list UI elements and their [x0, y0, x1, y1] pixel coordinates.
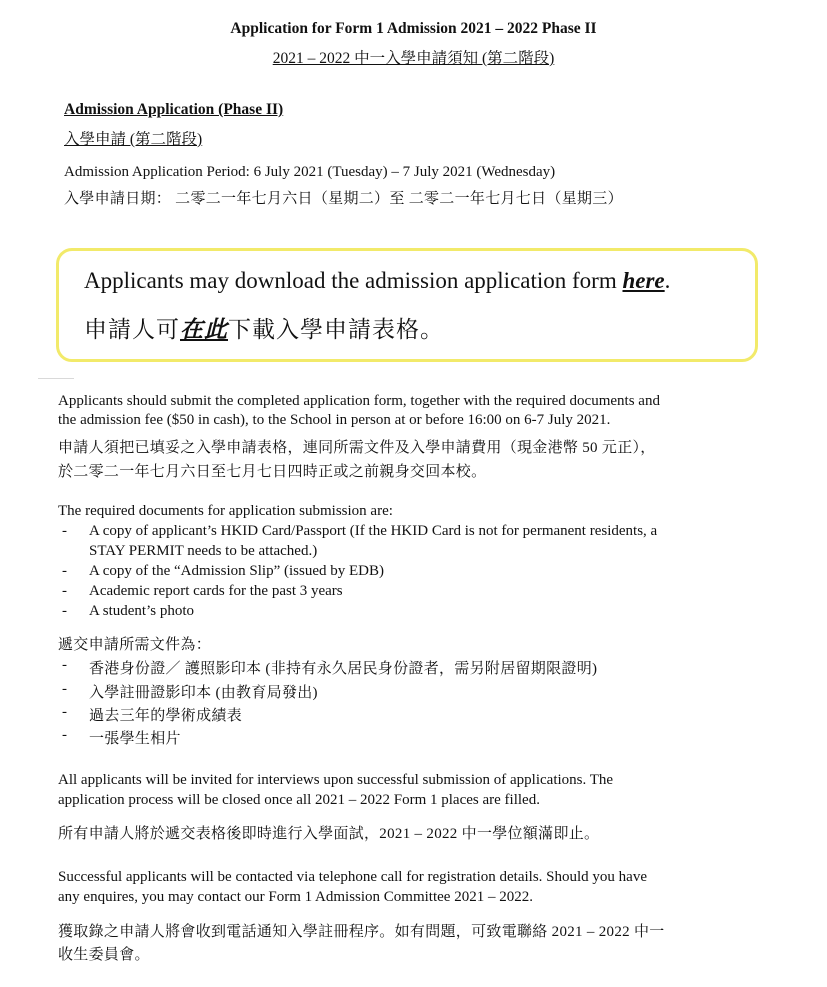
submit-text-zh-line1: 申請人須把已填妥之入學申請表格，連同所需文件及入學申請費用（現金港幣 50 元正），: [58, 440, 656, 456]
download-notice-zh: 申請人可在此下載入學申請表格。: [84, 317, 444, 342]
list-bullet: -: [62, 523, 67, 539]
list-bullet: -: [62, 603, 67, 619]
download-link-here[interactable]: here: [622, 268, 665, 293]
list-item-zh: 入學註冊證影印本 (由教育局發出): [89, 685, 318, 701]
page-title: Application for Form 1 Admission 2021 – 2022 Phase II: [230, 20, 597, 37]
list-bullet: -: [62, 681, 67, 697]
submit-text-zh-line2: 於二零二一年七月六日至七月七日四時正或之前親身交回本校。: [58, 464, 487, 480]
list-item-zh: 香港身份證／ 護照影印本 (非持有永久居民身份證者，需另附居留期限證明): [89, 661, 598, 677]
download-link-zh[interactable]: 在此: [180, 317, 228, 342]
list-item-zh: 一張學生相片: [89, 731, 181, 747]
list-item: A student’s photo: [89, 603, 195, 619]
divider: [38, 378, 74, 379]
list-item: STAY PERMIT needs to be attached.): [89, 543, 318, 559]
interview-text-line2: application process will be closed once all 2021 – 2022 Form 1 places are filled.: [58, 792, 540, 808]
contact-text-zh-line1: 獲取錄之申請人將會收到電話通知入學註冊程序。如有問題，可致電聯絡 2021 – 2022 中一: [58, 924, 665, 940]
list-bullet: -: [62, 657, 67, 673]
list-item: A copy of applicant’s HKID Card/Passport (If the HKID Card is not for permanent residents, a: [89, 523, 658, 539]
section-heading-zh: 入學申請 (第二階段): [64, 131, 203, 148]
download-notice-box: [56, 248, 758, 362]
list-item-zh: 過去三年的學術成績表: [89, 708, 243, 724]
list-bullet: -: [62, 727, 67, 743]
submit-text-line2: the admission fee ($50 in cash), to the School in person at or before 16:00 on 6-7 July 2021.: [58, 412, 611, 428]
interview-text-line1: All applicants will be invited for interviews upon successful submission of applications. The: [58, 772, 614, 788]
download-notice-en: Applicants may download the admission application form here.: [84, 268, 671, 293]
contact-text-line1: Successful applicants will be contacted via telephone call for registration details. Should you have: [58, 869, 647, 885]
application-period-zh: 入學申請日期： 二零二一年七月六日（星期二）至 二零二一年七月七日（星期三）: [64, 191, 623, 207]
section-heading: Admission Application (Phase II): [64, 101, 284, 118]
page-title-zh: 2021 – 2022 中一入學申請須知 (第二階段): [272, 50, 555, 67]
list-bullet: -: [62, 563, 67, 579]
list-item: A copy of the “Admission Slip” (issued by EDB): [89, 563, 384, 579]
contact-text-zh-line2: 收生委員會。: [58, 947, 150, 963]
submit-text-line1: Applicants should submit the completed application form, together with the required documents and: [58, 393, 660, 409]
interview-text-zh: 所有申請人將於遞交表格後即時進行入學面試，2021 – 2022 中一學位額滿即止。: [58, 826, 600, 842]
list-item: Academic report cards for the past 3 years: [89, 583, 343, 599]
contact-text-line2: any enquires, you may contact our Form 1 Admission Committee 2021 – 2022.: [58, 889, 533, 905]
list-bullet: -: [62, 704, 67, 720]
application-period: Admission Application Period: 6 July 2021 (Tuesday) – 7 July 2021 (Wednesday): [64, 164, 556, 180]
documents-intro-zh: 遞交申請所需文件為：: [58, 637, 212, 653]
list-bullet: -: [62, 583, 67, 599]
documents-intro: The required documents for application submission are:: [58, 503, 393, 519]
